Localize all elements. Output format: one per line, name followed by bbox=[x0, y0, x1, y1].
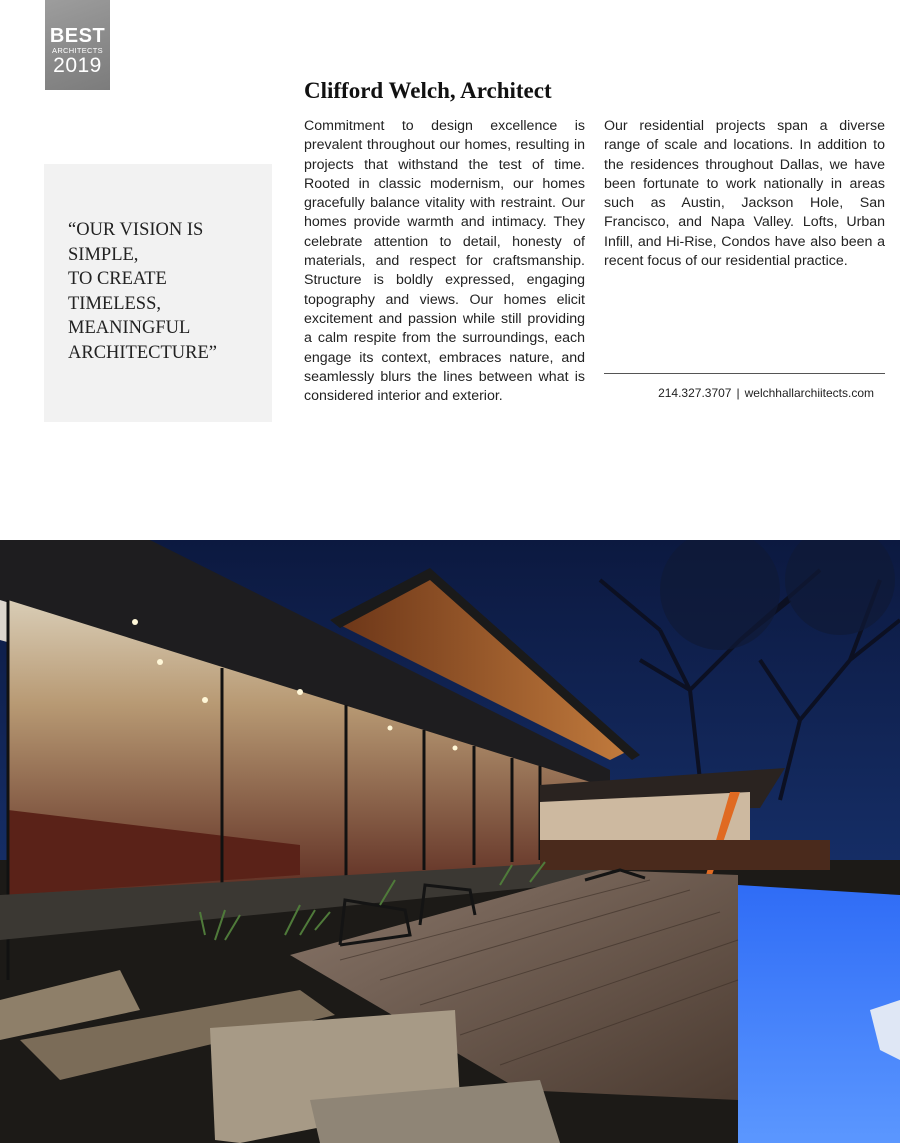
website-link[interactable]: welchhallarchiitects.com bbox=[744, 386, 874, 400]
phone-number: 214.327.3707 bbox=[658, 386, 732, 400]
article-column-left: Commitment to design excellence is prevalent throughout our homes, resulting in projects that withstand the test of time. Rooted in classic modernism, our homes gracefully balance vitality with restraint. Our homes provide warmth and intimacy. They celebrate attention to detail, honesty of materials, and respect for craftsmanship. Structure is boldly expressed, engaging topography and views. Our homes elicit excitement and passion while still providing a calm respite from the surroundings, each engage its context, embraces nature, and seamlessly blurs the lines between what is considered interior and exterior. bbox=[304, 118, 585, 405]
contact-divider bbox=[604, 373, 885, 374]
pool bbox=[738, 885, 900, 1143]
pull-quote: “OUR VISION IS SIMPLE, TO CREATE TIMELESS, MEANINGFUL ARCHITECTURE” bbox=[68, 220, 218, 363]
badge-best: BEST bbox=[49, 25, 106, 47]
contact-line bbox=[604, 386, 874, 400]
contact-separator: | bbox=[736, 386, 740, 400]
pull-quote-box bbox=[44, 164, 272, 422]
house-night-photo bbox=[0, 540, 900, 1143]
best-architects-badge bbox=[45, 0, 110, 90]
article-title: Clifford Welch, Architect bbox=[304, 78, 552, 103]
badge-architects: ARCHITECTS bbox=[52, 46, 103, 55]
badge-year: 2019 bbox=[53, 54, 102, 77]
article-column-right: Our residential projects span a diverse range of scale and locations. In addition to the residences throughout Dallas, we have been fortunate to work nationally in areas such as Austin, Jackson Hole, San Francisco, and Napa Valley. Lofts, Urban Infill, and Hi-Rise, Condos have also been a recent focus of our residential practice. bbox=[604, 118, 885, 270]
